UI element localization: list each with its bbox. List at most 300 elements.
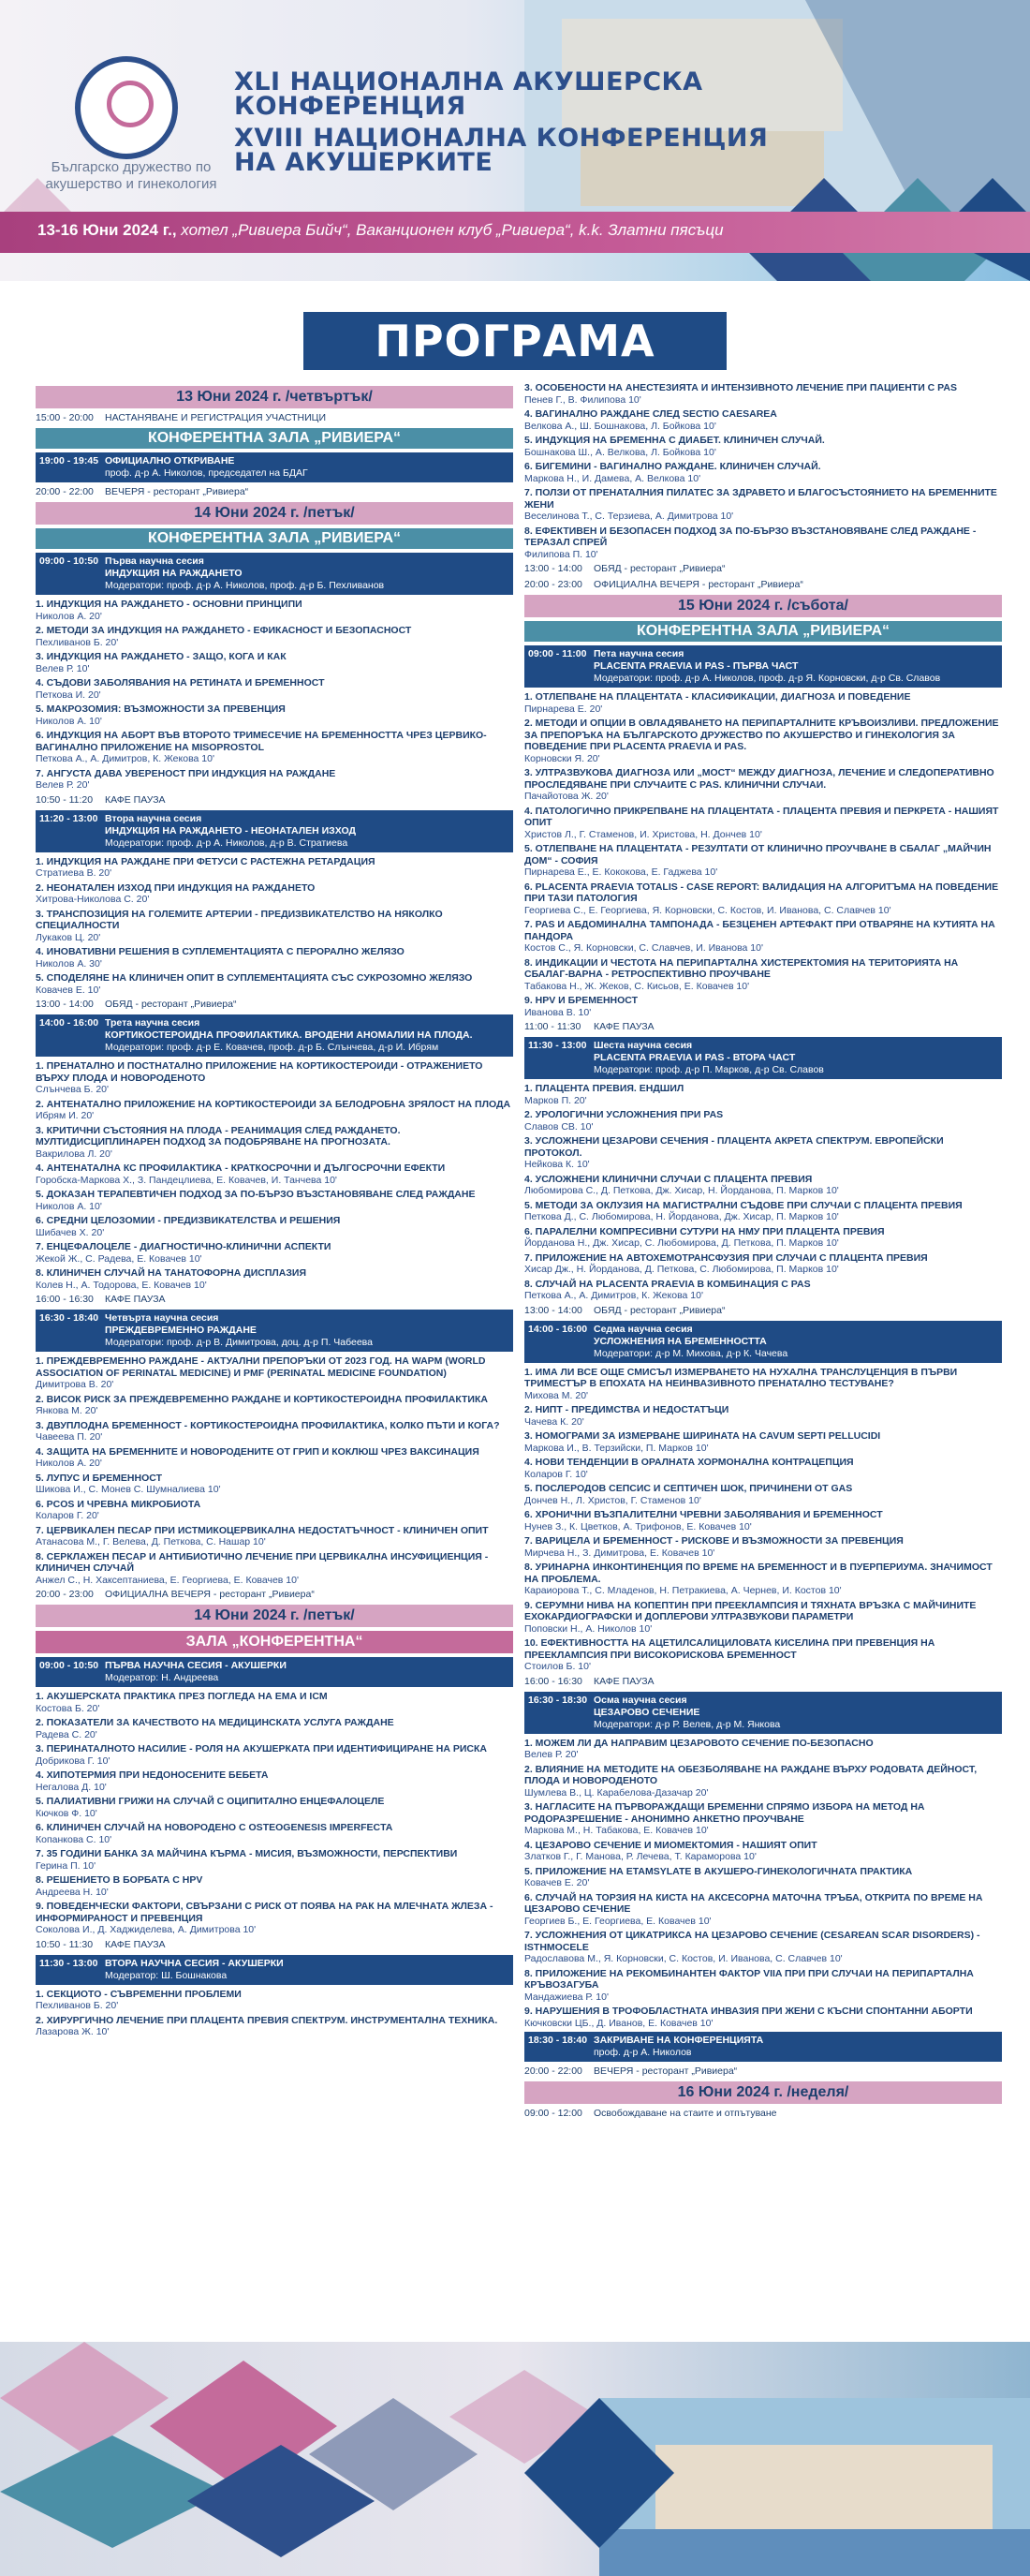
session-info	[105, 1660, 287, 1684]
session-topic: PLACENTA PRAEVIA И PAS - ПЪРВА ЧАСТ	[594, 660, 799, 672]
item-authors: Петкова А., А. Димитров, К. Жекова 10'	[36, 753, 214, 764]
item-authors: Димитрова В. 20'	[36, 1379, 114, 1390]
program-item	[36, 1267, 513, 1291]
slot-time: 20:00 - 23:00	[36, 1589, 94, 1600]
item-authors: Горобска-Маркова Х., З. Пандецлиева, Е. Ковачев, И. Танчева 10'	[36, 1174, 337, 1186]
program-item	[36, 677, 513, 701]
item-authors: Златков Г., Г. Манова, Р. Лечева, Т. Караморова 10'	[524, 1851, 757, 1862]
item-authors: Филипова П. 10'	[524, 548, 598, 560]
item-title: 6. PLACENTA PRAEVIA TOTALIS - CASE REPORT: ВАЛИДАЦИЯ НА АЛГОРИТЪМА НА ПОВЕДЕНИЕ ПРИ ТАЗИ ПАТОЛОГИЯ	[524, 881, 999, 904]
schedule-slot	[524, 563, 1002, 575]
item-title: 4. ХИПОТЕРМИЯ ПРИ НЕДОНОСЕНИТЕ БЕБЕТА	[36, 1769, 269, 1781]
item-title: 1. СЕКЦИОТО - СЪВРЕМЕННИ ПРОБЛЕМИ	[36, 1988, 242, 2000]
program-item	[524, 1930, 1002, 1965]
program-item	[36, 1848, 513, 1872]
program-item	[524, 526, 1002, 561]
program-item	[36, 730, 513, 765]
item-title: 10. ЕФЕКТИВНОСТТА НА АЦЕТИЛСАЛИЦИЛОВАТА КИСЕЛИНА ПРИ ПРЕВЕНЦИЯ НА ПРЕЕКЛАМПСИЯ ПРИ ВИСОКОРИСКОВА БРЕМЕННОСТ	[524, 1637, 935, 1661]
session-time: 11:30 - 13:00	[39, 1957, 98, 1969]
program-item	[36, 1989, 513, 2012]
program-item	[524, 919, 1002, 955]
schedule-slot	[36, 1939, 513, 1951]
hall-header: КОНФЕРЕНТНА ЗАЛА „РИВИЕРА“	[36, 428, 513, 449]
program-item	[36, 703, 513, 727]
item-authors: Костов С., Я. Корновски, С. Славчев, И. Иванова 10'	[524, 942, 763, 954]
item-title: 7. ВАРИЦЕЛА И БРЕМЕННОСТ - РИСКОВЕ И ВЪЗМОЖНОСТИ ЗА ПРЕВЕНЦИЯ	[524, 1535, 904, 1547]
session-moderators: проф. д-р А. Николов	[594, 2047, 692, 2058]
item-authors: Копанкова С. 10'	[36, 1833, 112, 1845]
session-moderators: Модератори: проф. д-р А. Николов, д-р В. Стратиева	[105, 836, 348, 849]
schedule-slot	[36, 1294, 513, 1306]
item-authors: Хитрова-Николова С. 20'	[36, 894, 150, 905]
item-title: 1. АКУШЕРСКАТА ПРАКТИКА ПРЕЗ ПОГЛЕДА НА ЕМА И ICM	[36, 1691, 328, 1702]
program-item	[524, 1892, 1002, 1928]
session-moderators: Модератор: Ш. Бошнакова	[105, 1969, 228, 1981]
slot-time: 20:00 - 22:00	[524, 2065, 582, 2077]
session-name: Осма научна сесия	[594, 1694, 687, 1706]
program-item	[36, 768, 513, 792]
program-item	[524, 1404, 1002, 1428]
program-item	[524, 843, 1002, 879]
header-banner	[0, 0, 1030, 281]
item-authors: Колев Н., А. Тодорова, Е. Ковачев 10'	[36, 1279, 207, 1291]
item-authors: Атанасова М., Г. Велева, Д. Петкова, С. Нашар 10'	[36, 1536, 266, 1547]
item-title: 3. КРИТИЧНИ СЪСТОЯНИЯ НА ПЛОДА - РЕАНИМАЦИЯ СЛЕД РАЖДАНЕТО. МУЛТИДИСЦИПЛИНАРЕН ПОДХОД ЗА ПОДОБРЯВАНЕ НА ПРОГНОЗАТА.	[36, 1124, 401, 1147]
program-item	[524, 1968, 1002, 2004]
item-authors: Петкова И. 20'	[36, 688, 101, 701]
slot-time: 16:00 - 16:30	[524, 1675, 582, 1687]
program-item	[524, 435, 1002, 458]
item-title: 1. МОЖЕМ ЛИ ДА НАПРАВИМ ЦЕЗАРОВОТО СЕЧЕНИЕ ПО-БЕЗОПАСНО	[524, 1737, 874, 1749]
session-name: ОФИЦИАЛНО ОТКРИВАНЕ	[105, 455, 235, 466]
item-title: 5. ИНДУКЦИЯ НА БРЕМЕННА С ДИАБЕТ. КЛИНИЧЕН СЛУЧАЙ.	[524, 435, 825, 446]
item-title: 1. ПРЕЖДЕВРЕМЕННО РАЖДАНЕ - АКТУАЛНИ ПРЕПОРЪКИ ОТ 2023 ГОД. НА WAPM (WORLD ASSOCIATION OF PERINATAL MEDICINE) И PMF (PERINATAL MEDICINE FOUNDATION)	[36, 1355, 486, 1379]
item-authors: Пенев Г., В. Филипова 10'	[524, 393, 641, 406]
slot-label: НАСТАНЯВАНЕ И РЕГИСТРАЦИЯ УЧАСТНИЦИ	[105, 412, 326, 423]
item-title: 2. ВИСОК РИСК ЗА ПРЕЖДЕВРЕМЕННО РАЖДАНЕ И КОРТИКОСТЕРОИДНА ПРОФИЛАКТИКА	[36, 1393, 488, 1405]
item-authors: Кючков Ф. 10'	[36, 1807, 97, 1819]
item-authors: Янкова М. 20'	[36, 1405, 98, 1416]
session-info	[105, 555, 384, 592]
program-item	[36, 1743, 513, 1767]
session-header	[36, 1014, 513, 1057]
program-item	[36, 1525, 513, 1548]
item-authors: Ковачев Е. 10'	[36, 984, 101, 996]
session-moderators: Модератори: д-р М. Михова, д-р К. Чачева	[594, 1347, 788, 1359]
session-topic: УСЛОЖНЕНИЯ НА БРЕМЕННОСТТА	[594, 1335, 767, 1347]
slot-label: ОБЯД - ресторант „Ривиера“	[594, 563, 726, 574]
schedule-slot	[524, 2108, 1002, 2120]
item-title: 4. ИНОВАТИВНИ РЕШЕНИЯ В СУПЛЕМЕНТАЦИЯТА С ПЕРОРАЛНО ЖЕЛЯЗО	[36, 946, 405, 957]
slot-time: 20:00 - 23:00	[524, 579, 582, 590]
footer-decoration	[0, 2342, 1030, 2576]
program-item	[524, 461, 1002, 484]
session-name: Първа научна сесия	[105, 555, 204, 567]
item-title: 4. ВАГИНАЛНО РАЖДАНЕ СЛЕД SECTIO CAESAREA	[524, 408, 777, 420]
item-title: 6. ХРОНИЧНИ ВЪЗПАЛИТЕЛНИ ЧРЕВНИ ЗАБОЛЯВАНИЯ И БРЕМЕННОСТ	[524, 1509, 883, 1520]
schedule-slot	[36, 486, 513, 498]
session-info	[594, 1040, 824, 1076]
program-item	[524, 1637, 1002, 1673]
program-item	[524, 1367, 1002, 1402]
item-title: 1. ОТЛЕПВАНЕ НА ПЛАЦЕНТАТА - КЛАСИФИКАЦИИ, ДИАГНОЗА И ПОВЕДЕНИЕ	[524, 691, 911, 703]
program-item	[524, 767, 1002, 803]
program-item	[524, 881, 1002, 917]
program-item	[524, 2006, 1002, 2029]
session-time: 09:00 - 11:00	[528, 648, 587, 659]
program-item	[524, 1174, 1002, 1197]
item-title: 1. ПЛАЦЕНТА ПРЕВИЯ. ЕНДШИЛ	[524, 1083, 684, 1094]
session-time: 16:30 - 18:40	[39, 1312, 99, 1324]
item-authors: Поповски Н., А. Николов 10'	[524, 1622, 653, 1635]
item-title: 1. ПРЕНАТАЛНО И ПОСТНАТАЛНО ПРИЛОЖЕНИЕ НА КОРТИКОСТЕРОИДИ - ОТРАЖЕНИЕТО ВЪРХУ ПЛОДА И НОВОРОДЕНОТО	[36, 1060, 483, 1084]
item-authors: Негалова Д. 10'	[36, 1781, 107, 1793]
program-item	[36, 1446, 513, 1470]
program-item	[524, 806, 1002, 841]
slot-label: КАФЕ ПАУЗА	[105, 1294, 166, 1305]
session-moderators: Модератори: проф. д-р Е. Ковачев, проф. д-р Б. Слънчева, д-р И. Ибрям	[105, 1042, 439, 1053]
program-item	[524, 691, 1002, 715]
item-title: 8. РЕШЕНИЕТО В БОРБАТА С HPV	[36, 1874, 203, 1886]
slot-time: 20:00 - 22:00	[36, 486, 94, 497]
dates: 13-16 Юни 2024 г.,	[37, 221, 177, 239]
session-time: 19:00 - 19:45	[39, 455, 99, 466]
session-name: Четвърта научна сесия	[105, 1312, 219, 1324]
item-authors: Радева С. 20'	[36, 1728, 97, 1740]
program-item	[36, 1769, 513, 1793]
item-title: 6. БИГЕМИНИ - ВАГИНАЛНО РАЖДАНЕ. КЛИНИЧЕН СЛУЧАЙ.	[524, 461, 821, 472]
program-item	[36, 1691, 513, 1714]
slot-time: 13:00 - 14:00	[524, 1304, 582, 1316]
session-time: 11:20 - 13:00	[39, 812, 98, 824]
item-authors: Йорданова Н., Дж. Хисар, С. Любомирова, Д. Петкова, П. Марков 10'	[524, 1237, 839, 1249]
item-authors: Вакрилова Л. 20'	[36, 1147, 112, 1160]
item-authors: Николов А. 10'	[36, 1200, 102, 1212]
item-title: 4. СЪДОВИ ЗАБОЛЯВАНИЯ НА РЕТИНАТА И БРЕМЕННОСТ	[36, 677, 325, 688]
item-title: 8. КЛИНИЧЕН СЛУЧАЙ НА ТАНАТОФОРНА ДИСПЛАЗИЯ	[36, 1267, 307, 1279]
item-title: 7. АНГУСТА ДАВА УВЕРЕНОСТ ПРИ ИНДУКЦИЯ НА РАЖДАНЕ	[36, 767, 336, 779]
program-item	[524, 1764, 1002, 1799]
item-authors: Велев Р. 20'	[36, 779, 90, 791]
item-title: 1. ИНДУКЦИЯ НА РАЖДАНЕТО - ОСНОВНИ ПРИНЦИПИ	[36, 599, 302, 610]
program-item	[524, 382, 1002, 406]
society-name: Българско дружество по акушерство и гинекология	[45, 159, 217, 192]
program-item	[524, 1430, 1002, 1454]
program-item	[524, 1135, 1002, 1171]
item-title: 6. СРЕДНИ ЦЕЛОЗОМИИ - ПРЕДИЗВИКАТЕЛСТВА И РЕШЕНИЯ	[36, 1215, 341, 1226]
item-authors: Пирнарева Е. 20'	[524, 703, 603, 715]
program-title: ПРОГРАМА	[303, 312, 727, 370]
session-name: ЗАКРИВАНЕ НА КОНФЕРЕНЦИЯТА	[594, 2035, 764, 2046]
schedule-slot	[524, 1305, 1002, 1317]
program-item	[524, 1457, 1002, 1480]
item-title: 1. ИМА ЛИ ВСЕ ОЩЕ СМИСЪЛ ИЗМЕРВАНЕТО НА НУХАЛНА ТРАНСЛУЦЕНЦИЯ В ПЪРВИ ТРИМЕСТЪР В ЕПОХАТА НА НЕИНВАЗИВНОТО ПРЕНАТАЛНО ТЕСТУВАНЕ?	[524, 1366, 958, 1389]
program-item	[36, 1215, 513, 1238]
session-info	[594, 648, 940, 685]
item-authors: Нунев З., К. Цветков, А. Трифонов, Е. Ковачев 10'	[524, 1520, 752, 1532]
item-title: 8. ЕФЕКТИВЕН И БЕЗОПАСЕН ПОДХОД ЗА ПО-БЪРЗО ВЪЗСТАНОВЯВАНЕ СЛЕД РАЖДАНЕ - ТЕРАЗАЛ СПРЕЙ	[524, 525, 977, 548]
item-authors: Пехливанов Б. 20'	[36, 636, 119, 648]
item-title: 6. ПАРАЛЕЛНИ КОМПРЕСИВНИ СУТУРИ НА НМУ ПРИ ПЛАЦЕНТА ПРЕВИЯ	[524, 1225, 885, 1237]
session-header	[36, 553, 513, 595]
program-item	[524, 1109, 1002, 1133]
item-authors: Николов А. 20'	[36, 1458, 102, 1469]
session-info	[594, 2035, 763, 2059]
item-authors: Стратиева В. 20'	[36, 867, 112, 879]
session-header	[36, 452, 513, 482]
session-info	[105, 1958, 284, 1982]
item-authors: Маркова И., В. Терзийски, П. Марков 10'	[524, 1442, 709, 1454]
slot-label: КАФЕ ПАУЗА	[594, 1021, 655, 1032]
item-authors: Лазарова Ж. 10'	[36, 2026, 110, 2037]
item-title: 8. ИНДИКАЦИИ И ЧЕСТОТА НА ПЕРИПАРТАЛНА ХИСТЕРЕКТОМИЯ НА ТЕРИТОРИЯТА НА СБАЛАГ-ВАРНА - РЕТРОСПЕКТИВНО ПРОУЧВАНЕ	[524, 956, 959, 980]
item-authors: Николов А. 30'	[36, 957, 102, 970]
item-authors: Караиорова Т., С. Младенов, Н. Петракиева, А. Чернев, И. Костов 10'	[524, 1585, 842, 1596]
session-moderators: Модератори: проф. д-р В. Димитрова, доц. д-р П. Чабеева	[105, 1337, 373, 1348]
item-title: 2. ВЛИЯНИЕ НА МЕТОДИТЕ НА ОБЕЗБОЛЯВАНЕ НА РАЖДАНЕ ВЪРХУ РОДОВАТА ДЕЙНОСТ, ПЛОДА И НОВОРОДЕНОТО	[524, 1763, 978, 1786]
item-title: 6. КЛИНИЧЕН СЛУЧАЙ НА НОВОРОДЕНО С OSTEOGENESIS IMPERFECTA	[36, 1822, 393, 1833]
item-authors: Костова Б. 20'	[36, 1702, 100, 1714]
program-item	[36, 1717, 513, 1740]
program-item	[524, 1252, 1002, 1276]
item-authors: Бошнакова Ш., А. Велкова, Л. Бойкова 10'	[524, 446, 716, 458]
title-line-1: XLI НАЦИОНАЛНА АКУШЕРСКА	[234, 67, 703, 96]
item-title: 3. НОМОГРАМИ ЗА ИЗМЕРВАНЕ ШИРИНАТА НА CAVUM SEPTI PELLUCIDI	[524, 1430, 881, 1442]
footer-banner	[0, 2342, 1030, 2576]
hall-header: КОНФЕРЕНТНА ЗАЛА „РИВИЕРА“	[524, 621, 1002, 642]
item-title: 4. АНТЕНАТАЛНА КС ПРОФИЛАКТИКА - КРАТКОСРОЧНИ И ДЪЛГОСРОЧНИ ЕФЕКТИ	[36, 1162, 446, 1174]
session-topic: КОРТИКОСТЕРОИДНА ПРОФИЛАКТИКА. ВРОДЕНИ АНОМАЛИИ НА ПЛОДА.	[105, 1029, 473, 1041]
session-time: 09:00 - 10:50	[39, 555, 99, 567]
item-title: 7. ПРИЛОЖЕНИЕ НА АВТОХЕМОТРАНСФУЗИЯ ПРИ СЛУЧАИ С ПЛАЦЕНТА ПРЕВИЯ	[524, 1251, 928, 1264]
slot-time: 13:00 - 14:00	[36, 999, 94, 1010]
title-line-3: XVIII НАЦИОНАЛНА КОНФЕРЕНЦИЯ	[234, 124, 769, 153]
session-name: Седма научна сесия	[594, 1323, 693, 1335]
item-authors: Михова М. 20'	[524, 1389, 589, 1401]
item-authors: Коларов Г. 20'	[36, 1510, 99, 1521]
item-title: 5. СПОДЕЛЯНЕ НА КЛИНИЧЕН ОПИТ В СУПЛЕМЕНТАЦИЯТА СЪС СУКРОЗОМНО ЖЕЛЯЗО	[36, 972, 473, 984]
session-name: ВТОРА НАУЧНА СЕСИЯ - АКУШЕРКИ	[105, 1957, 284, 1969]
title-line-4: НА АКУШЕРКИТЕ	[234, 148, 493, 177]
item-title: 3. ДВУПЛОДНА БРЕМЕННОСТ - КОРТИКОСТЕРОИДНА ПРОФИЛАКТИКА, КОЛКО ПЪТИ И КОГА?	[36, 1419, 500, 1431]
session-moderators: Модератори: проф. д-р А. Николов, проф. д-р Б. Пехливанов	[105, 580, 385, 591]
program-item	[36, 1499, 513, 1522]
item-authors: Хисар Дж., Н. Йорданова, Д. Петкова, С. Любомирова, П. Марков 10'	[524, 1264, 839, 1275]
item-title: 6. ИНДУКЦИЯ НА АБОРТ ВЪВ ВТОРОТО ТРИМЕСЕЧИЕ НА БРЕМЕННОСТТА ЧРЕЗ ЦЕРВИКО-ВАГИНАЛНО ПРИЛОЖЕНИЕ НА MISOPROSTOL	[36, 730, 487, 753]
program-item	[524, 1866, 1002, 1889]
item-title: 4. УСЛОЖНЕНИ КЛИНИЧНИ СЛУЧАИ С ПЛАЦЕНТА ПРЕВИЯ	[524, 1173, 813, 1185]
item-title: 9. НАРУШЕНИЯ В ТРОФОБЛАСТНАТА ИНВАЗИЯ ПРИ ЖЕНИ С КЪСНИ СПОНТАННИ АБОРТИ	[524, 2006, 973, 2017]
item-title: 3. НАГЛАСИТЕ НА ПЪРВОРАЖДАЩИ БРЕМЕННИ СПРЯМО ИЗБОРА НА МЕТОД НА РОДОРАЗРЕШЕНИЕ - АНОНИМНО АНКЕТНО ПРОУЧВАНЕ	[524, 1801, 925, 1825]
program-item	[524, 487, 1002, 523]
program-item	[524, 1562, 1002, 1597]
item-title: 4. ЦЕЗАРОВО СЕЧЕНИЕ И МИОМЕКТОМИЯ - НАШИЯТ ОПИТ	[524, 1839, 817, 1851]
item-authors: Мандажиева Р. 10'	[524, 1991, 609, 2003]
session-topic: ПРЕЖДЕВРЕМЕННО РАЖДАНЕ	[105, 1325, 257, 1336]
item-title: 5. ПРИЛОЖЕНИЕ НА ETAMSYLATE В АКУШЕРО-ГИНЕКОЛОГИЧНАТА ПРАКТИКА	[524, 1865, 913, 1877]
item-authors: Анжел С., Н. Хаксептаниева, Е. Георгиева, Е. Ковачев 10'	[36, 1574, 299, 1586]
program-item	[524, 995, 1002, 1018]
session-name: Шеста научна сесия	[594, 1040, 693, 1051]
item-authors: Чавеева П. 20'	[36, 1431, 103, 1443]
item-authors: Велкова А., Ш. Бошнакова, Л. Бойкова 10'	[524, 420, 716, 432]
item-authors: Андреева Н. 10'	[36, 1886, 109, 1898]
program-item	[36, 909, 513, 944]
item-title: 2. НЕОНАТАЛЕН ИЗХОД ПРИ ИНДУКЦИЯ НА РАЖДАНЕТО	[36, 881, 316, 894]
item-authors: Иванова В. 10'	[524, 1006, 592, 1018]
program-item	[524, 1801, 1002, 1837]
session-time: 18:30 - 18:40	[528, 2035, 588, 2046]
program-item	[36, 599, 513, 622]
session-header	[36, 1657, 513, 1687]
society-logo	[75, 56, 178, 159]
item-title: 6. СЛУЧАЙ НА ТОРЗИЯ НА КИСТА НА АКСЕСОРНА МАТОЧНА ТРЪБА, ОТКРИТА ПО ВРЕМЕ НА ЦЕЗАРОВО СЕЧЕНИЕ	[524, 1891, 983, 1915]
day-header: 14 Юни 2024 г. /петък/	[36, 1605, 513, 1627]
slot-label: ВЕЧЕРЯ - ресторант „Ривиера“	[594, 2065, 738, 2077]
program-item	[36, 1822, 513, 1845]
program-item	[524, 1279, 1002, 1302]
slot-time: 09:00 - 12:00	[524, 2108, 582, 2119]
day-header: 13 Юни 2024 г. /четвъртък/	[36, 386, 513, 408]
program-item	[36, 856, 513, 880]
session-topic: ЦЕЗАРОВО СЕЧЕНИЕ	[594, 1706, 700, 1718]
program-item	[36, 1189, 513, 1212]
session-moderators: Модератори: проф. д-р П. Марков, д-р Св. Славов	[594, 1064, 824, 1075]
item-authors: Веселинова Т., С. Терзиева, А. Димитрова 10'	[524, 511, 734, 522]
session-moderators: Модератор: Н. Андреева	[105, 1672, 219, 1683]
session-moderators: проф. д-р А. Николов, председател на БДАГ	[105, 467, 308, 479]
day-header: 14 Юни 2024 г. /петък/	[36, 502, 513, 525]
session-time: 14:00 - 16:00	[39, 1017, 99, 1029]
item-authors: Шибачев Х. 20'	[36, 1226, 105, 1238]
slot-label: ОБЯД - ресторант „Ривиера“	[105, 999, 237, 1010]
program-item	[36, 1162, 513, 1186]
item-title: 9. СЕРУМНИ НИВА НА КОПЕПТИН ПРИ ПРЕЕКЛАМПСИЯ И ТЯХНАТА ВРЪЗКА С МАЙЧИНИТЕ ЕХОКАРДИОГРАФСКИ И ДОПЛЕРОВИ УЛТРАЗВУКОВИ ПАРАМЕТРИ	[524, 1599, 977, 1622]
program-item	[36, 1099, 513, 1122]
item-title: 2. МЕТОДИ И ОПЦИИ В ОВЛАДЯВАНЕТО НА ПЕРИПАРТАЛНИТЕ КРЪВОИЗЛИВИ. ПРЕДЛОЖЕНИЕ ЗА ПРЕПОРЪКА НА БЪЛГАРСКОТО ДРУЖЕСТВО ПО АКУШЕРСТВО И ГИНЕКОЛОГИЯ ЗА ПОВЕДЕНИЕ ПРИ PLACENTA PRAEVIA И PAS.	[524, 718, 999, 752]
item-authors: Ковачев Е. 20'	[524, 1877, 590, 1888]
item-authors: Табакова Н., Ж. Жеков, С. Кисьов, Е. Ковачев 10'	[524, 980, 750, 992]
item-title: 4. ПАТОЛОГИЧНО ПРИКРЕПВАНЕ НА ПЛАЦЕНТАТА - ПЛАЦЕНТА ПРЕВИЯ И ПЕРКРЕТА - НАШИЯТ ОПИТ	[524, 805, 999, 828]
program-item	[36, 625, 513, 648]
item-title: 3. УЛТРАЗВУКОВА ДИАГНОЗА ИЛИ „МОСТ“ МЕЖДУ ДИАГНОЗА, ЛЕЧЕНИЕ И СЛЕДОПЕРАТИВНО ПРОСЛЕДЯВАНЕ ПРИ СЛУЧАИТЕ С PAS. КЛИНИЧНИ СЛУЧАИ.	[524, 767, 994, 791]
session-time: 11:30 - 13:00	[528, 1040, 587, 1051]
schedule-slot	[524, 579, 1002, 591]
session-header	[524, 1037, 1002, 1079]
slot-label: ВЕЧЕРЯ - ресторант „Ривиера“	[105, 486, 249, 497]
right-column	[524, 382, 1002, 2124]
slot-time: 11:00 - 11:30	[524, 1021, 581, 1032]
item-authors: Петкова Д., С. Любомирова, Н. Йорданова, Дж. Хисар, П. Марков 10'	[524, 1211, 839, 1222]
item-title: 2. УРОЛОГИЧНИ УСЛОЖНЕНИЯ ПРИ PAS	[524, 1109, 724, 1120]
item-title: 7. ПОЛЗИ ОТ ПРЕНАТАЛНИЯ ПИЛАТЕС ЗА ЗДРАВЕТО И БЛАГОСЪСТОЯНИЕТО НА БРЕМЕННИТЕ ЖЕНИ	[524, 487, 997, 511]
item-title: 6. PCOS И ЧРЕВНА МИКРОБИОТА	[36, 1498, 201, 1510]
program-item	[524, 1483, 1002, 1506]
schedule-slot	[36, 999, 513, 1011]
item-authors: Корновски Я. 20'	[524, 752, 600, 764]
program-item	[36, 1060, 513, 1096]
item-title: 3. ИНДУКЦИЯ НА РАЖДАНЕТО - ЗАЩО, КОГА И КАК	[36, 651, 287, 662]
item-title: 7. 35 ГОДИНИ БАНКА ЗА МАЙЧИНА КЪРМА - МИСИЯ, ВЪЗМОЖНОСТИ, ПЕРСПЕКТИВИ	[36, 1848, 458, 1859]
title-line-2: КОНФЕРЕНЦИЯ	[234, 92, 466, 121]
item-title: 8. УРИНАРНА ИНКОНТИНЕНЦИЯ ПО ВРЕМЕ НА БРЕМЕННОСТ И В ПУЕРПЕРИУМА. ЗНАЧИМОСТ НА ПРОБЛЕМА.	[524, 1562, 993, 1585]
item-title: 4. ЗАЩИТА НА БРЕМЕННИТЕ И НОВОРОДЕНИТЕ ОТ ГРИП И КОКЛЮШ ЧРЕЗ ВАКСИНАЦИЯ	[36, 1445, 479, 1458]
item-title: 7. ЦЕРВИКАЛЕН ПЕСАР ПРИ ИСТМИКОЦЕРВИКАЛНА НЕДОСТАТЪЧНОСТ - КЛИНИЧЕН ОПИТ	[36, 1524, 489, 1536]
item-authors: Славов СВ. 10'	[524, 1120, 594, 1133]
schedule-slot	[524, 2065, 1002, 2078]
hall-header: ЗАЛА „КОНФЕРЕНТНА“	[36, 1631, 513, 1653]
program-item	[524, 718, 1002, 764]
session-moderators: Модератори: проф. д-р А. Николов, проф. д-р Я. Корновски, д-р Св. Славов	[594, 673, 941, 684]
session-topic: PLACENTA PRAEVIA И PAS - ВТОРА ЧАСТ	[594, 1052, 796, 1063]
slot-time: 16:00 - 16:30	[36, 1294, 94, 1305]
program-item	[524, 408, 1002, 432]
item-authors: Добрикова Г. 10'	[36, 1754, 110, 1767]
session-name: ПЪРВА НАУЧНА СЕСИЯ - АКУШЕРКИ	[105, 1660, 287, 1671]
schedule-slot	[36, 1589, 513, 1601]
slot-label: КАФЕ ПАУЗА	[594, 1675, 655, 1687]
item-authors: Лукаков Ц. 20'	[36, 931, 101, 943]
slot-label: ОФИЦИАЛНА ВЕЧЕРЯ - ресторант „Ривиера“	[594, 579, 803, 590]
item-title: 5. ПОСЛЕРОДОВ СЕПСИС И СЕПТИЧЕН ШОК, ПРИЧИНЕНИ ОТ GAS	[524, 1483, 853, 1494]
item-title: 7. PAS И АБДОМИНАЛНА ТАМПОНАДА - БЕЗЦЕНЕН АРТЕФАКТ ПРИ ОТВАРЯНЕ НА КУТИЯТА НА ПАНДОРА	[524, 919, 995, 942]
session-info	[594, 1324, 787, 1360]
item-authors: Радославова М., Я. Корновски, С. Костов, И. Иванова, С. Славчев 10'	[524, 1953, 843, 1964]
item-title: 7. УСЛОЖНЕНИЯ ОТ ЦИКАТРИКСА НА ЦЕЗАРОВО СЕЧЕНИЕ (CESAREAN SCAR DISORDERS) - ISTHMOCELE	[524, 1930, 980, 1953]
item-authors: Марков П. 20'	[524, 1094, 587, 1106]
item-title: 8. СЛУЧАЙ НА PLACENTA PRAEVIA В КОМБИНАЦИЯ С PAS	[524, 1278, 811, 1290]
item-authors: Велев Р. 10'	[36, 662, 90, 674]
slot-label: ОБЯД - ресторант „Ривиера“	[594, 1304, 726, 1316]
item-title: 3. ПЕРИНАТАЛНОТО НАСИЛИЕ - РОЛЯ НА АКУШЕРКАТА ПРИ ИДЕНТИФИЦИРАНЕ НА РИСКА	[36, 1743, 487, 1754]
item-authors: Пирнарева Е., Е. Кококова, Е. Гаджева 10'	[524, 866, 718, 878]
slot-time: 15:00 - 20:00	[36, 412, 94, 423]
session-header	[524, 645, 1002, 688]
session-header	[524, 1321, 1002, 1363]
session-info	[105, 455, 308, 480]
session-name: Пета научна сесия	[594, 648, 684, 659]
session-info	[105, 813, 356, 850]
program-item	[36, 651, 513, 674]
item-title: 2. ПОКАЗАТЕЛИ ЗА КАЧЕСТВОТО НА МЕДИЦИНСКАТА УСЛУГА РАЖДАНЕ	[36, 1717, 394, 1728]
session-time: 16:30 - 18:30	[528, 1694, 588, 1706]
item-authors: Маркова Н., И. Дамева, А. Велкова 10'	[524, 472, 701, 484]
program-item	[36, 1473, 513, 1496]
program-item	[36, 1901, 513, 1936]
item-authors: Шикова И., С. Монев С. Шумналиева 10'	[36, 1484, 221, 1495]
schedule-slot	[36, 412, 513, 424]
session-header	[524, 2032, 1002, 2062]
program-item	[36, 1355, 513, 1391]
schedule-slot	[524, 1676, 1002, 1688]
day-header: 15 Юни 2024 г. /събота/	[524, 595, 1002, 617]
session-name: Трета научна сесия	[105, 1017, 200, 1029]
program-item	[524, 1509, 1002, 1532]
item-authors: Пачайотова Ж. 20'	[524, 791, 609, 802]
session-info	[105, 1312, 373, 1349]
item-title: 2. АНТЕНАТАЛНО ПРИЛОЖЕНИЕ НА КОРТИКОСТЕРОИДИ ЗА БЕЛОДРОБНА ЗРЯЛОСТ НА ПЛОДА	[36, 1098, 511, 1110]
item-authors: Николов А. 20'	[36, 610, 102, 622]
session-header	[36, 810, 513, 852]
item-title: 7. ЕНЦЕФАЛОЦЕЛЕ - ДИАГНОСТИЧНО-КЛИНИЧНИ АСПЕКТИ	[36, 1241, 331, 1252]
left-column	[36, 386, 513, 2041]
session-topic: ИНДУКЦИЯ НА РАЖДАНЕТО	[105, 568, 243, 579]
item-title: 9. HPV И БРЕМЕННОСТ	[524, 995, 639, 1006]
item-authors: Стоилов Б. 10'	[524, 1661, 591, 1672]
item-authors: Слънчева Б. 20'	[36, 1084, 110, 1095]
slot-time: 13:00 - 14:00	[524, 563, 582, 574]
item-authors: Герина П. 10'	[36, 1859, 96, 1872]
